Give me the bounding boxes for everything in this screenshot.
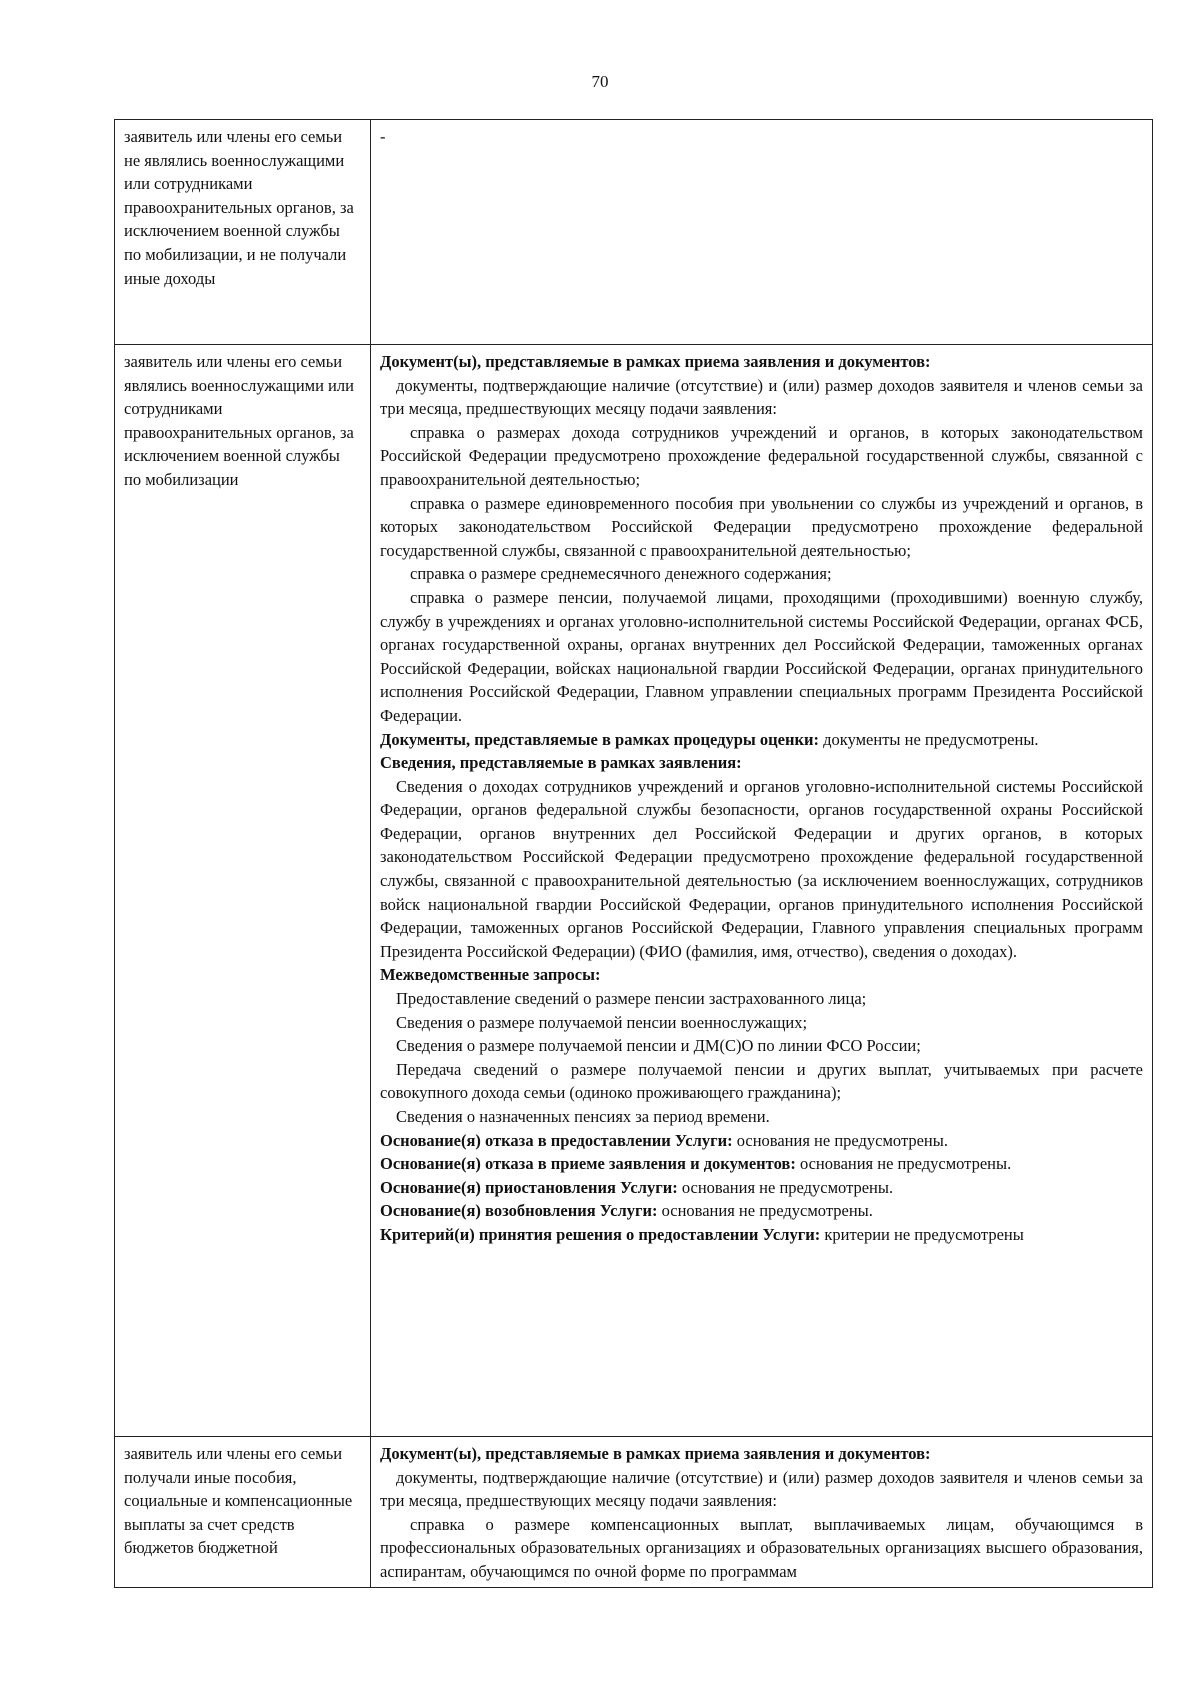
ground-text: критерии не предусмотрены — [820, 1224, 1024, 1244]
content-cell — [371, 345, 1153, 1437]
evaluation-documents — [380, 728, 1143, 752]
request-item: Сведения о назначенных пенсиях за период времени. — [396, 1107, 770, 1126]
section-heading-info: Сведения, представляемые в рамках заявления: — [380, 753, 742, 773]
ground-label: Основание(я) приостановления Услуги: — [380, 1177, 678, 1197]
condition-cell: заявитель или члены его семьи не являлись военнослужащими или сотрудниками правоохранительных органов, за исключением военной службы по мобилизации, и не получали иные доходы — [115, 120, 371, 345]
condition-cell: заявитель или члены его семьи являлись военнослужащими или сотрудниками правоохранительных органов, за исключением военной службы по мобилизации — [115, 345, 371, 1437]
dash-text: - — [380, 127, 386, 146]
evaluation-text: документы не предусмотрены. — [819, 729, 1039, 749]
documents-intro: документы, подтверждающие наличие (отсутствие) и (или) размер доходов заявителя и членов семьи за три месяца, предшествующих месяцу подачи заявления: — [380, 375, 1143, 419]
evaluation-label: Документы, представляемые в рамках процедуры оценки: — [380, 729, 820, 749]
ground-label: Основание(я) возобновления Услуги: — [380, 1201, 658, 1221]
request-item: Предоставление сведений о размере пенсии застрахованного лица; — [396, 989, 867, 1009]
ground-refusal-acceptance — [380, 1152, 1143, 1176]
ground-refusal-service — [380, 1129, 1143, 1153]
documents-intro: документы, подтверждающие наличие (отсутствие) и (или) размер доходов заявителя и членов семьи за три месяца, предшествующих месяцу подачи заявления: — [380, 1467, 1143, 1511]
content-cell — [371, 1437, 1153, 1588]
request-item: Передача сведений о размере получаемой пенсии и других выплат, учитываемых при расчете совокупного дохода семьи (одиноко проживающего гражданина); — [380, 1059, 1143, 1103]
document-item: справка о размере компенсационных выплат, выплачиваемых лицам, обучающимся в профессиональных образовательных организациях и образовательных организациях высшего образования, аспирантам, обучающимся по очной форме по программам — [380, 1514, 1143, 1581]
section-heading-documents: Документ(ы), представляемые в рамках приема заявления и документов: — [380, 352, 931, 371]
condition-cell: заявитель или члены его семьи получали иные пособия, социальные и компенсационные выплаты за счет средств бюджетов бюджетной — [115, 1437, 371, 1588]
ground-suspension — [380, 1176, 1143, 1200]
table-row — [115, 120, 1153, 345]
ground-label: Критерий(и) принятия решения о предоставлении Услуги: — [380, 1224, 821, 1244]
page-number: 70 — [591, 72, 609, 91]
section-heading-requests: Межведомственные запросы: — [380, 965, 601, 985]
request-item: Сведения о размере получаемой пенсии военнослужащих; — [396, 1012, 808, 1032]
document-item: справка о размере среднемесячного денежного содержания; — [410, 564, 832, 584]
services-table — [114, 119, 1153, 1588]
table-row — [115, 1437, 1153, 1588]
info-text: Сведения о доходах сотрудников учреждений и органов уголовно-исполнительной системы Российской Федерации, органов федеральной службы безопасности, органов государственной охраны Российской Федерации, органов внутренних дел Российской Федерации и других органов, в которых законодательством Российской Федерации предусмотрено прохождение федеральной государственной службы, связанной с правоохранительной деятельностью (за исключением военнослужащих, сотрудников войск национальной гвардии Российской Федерации, органов принудительного исполнения Российской Федерации, таможенных органов Российской Федерации, Главного управления специальных программ Президента Российской Федерации) (ФИО (фамилия, имя, отчество), сведения о доходах). — [380, 776, 1143, 961]
ground-label: Основание(я) отказа в предоставлении Услуги: — [380, 1130, 733, 1150]
document-item: справка о размере пенсии, получаемой лицами, проходящими (проходившими) военную службу, службу в учреждениях и органах уголовно-исполнительной системы Российской Федерации, органах ФСБ, органах государственной охраны, органах внутренних дел Российской Федерации, таможенных органах Российской Федерации, войсках национальной гвардии Российской Федерации, органах принудительного исполнения Российской Федерации, Главном управлении специальных программ Президента Российской Федерации. — [380, 587, 1143, 725]
content-cell — [371, 120, 1153, 345]
document-item: справка о размерах дохода сотрудников учреждений и органов, в которых законодательством Российской Федерации предусмотрено прохождение федеральной государственной службы, связанной с правоохранительной деятельностью; — [380, 422, 1143, 489]
decision-criteria — [380, 1223, 1143, 1247]
request-item: Сведения о размере получаемой пенсии и ДМ(С)О по линии ФСО России; — [396, 1036, 921, 1056]
ground-text: основания не предусмотрены. — [795, 1154, 1012, 1174]
ground-text: основания не предусмотрены. — [677, 1177, 894, 1197]
ground-text: основания не предусмотрены. — [732, 1130, 948, 1150]
table-row — [115, 345, 1153, 1437]
ground-resumption — [380, 1199, 1143, 1223]
document-item: справка о размере единовременного пособия при увольнении со службы из учреждений и органов, в которых законодательством Российской Федерации предусмотрено прохождение федеральной государственной службы, связанной с правоохранительной деятельностью; — [380, 493, 1143, 560]
section-heading-documents: Документ(ы), представляемые в рамках приема заявления и документов: — [380, 1444, 931, 1463]
ground-label: Основание(я) отказа в приеме заявления и документов: — [380, 1154, 796, 1174]
ground-text: основания не предусмотрены. — [657, 1201, 873, 1221]
